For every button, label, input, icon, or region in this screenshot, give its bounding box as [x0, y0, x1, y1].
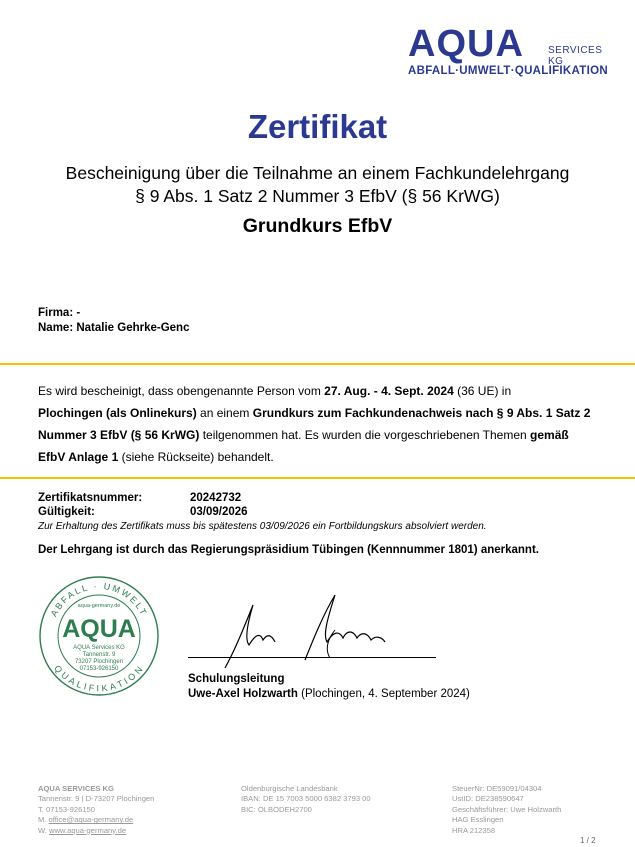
- footer-mail-row: [38, 815, 154, 825]
- cert-number-label: Zertifikatsnummer:: [38, 492, 143, 504]
- page-title: Zertifikat: [247, 108, 388, 145]
- footer-address: Tannenstr. 9 | D-73207 Plochingen: [38, 794, 155, 804]
- stamp-ring-top: ABFALL · UMWELT: [48, 580, 150, 619]
- logo-tagline: ABFALL·UMWELT·QUALIFIKATION: [408, 65, 608, 77]
- stamp-ring-bottom: QUALIFIKATION: [52, 663, 146, 694]
- course-title: Grundkurs EfbV: [242, 215, 393, 237]
- signature-name-line: [188, 688, 470, 700]
- validity-label: Gültigkeit:: [38, 506, 95, 518]
- para-course: Grundkurs zum Fachkundenachweis nach § 9 Abs. 1 Satz 2 Nummer 3 EfbV (§ 56 KrWG): [38, 406, 591, 442]
- footer-legal-column: [452, 784, 561, 836]
- stamp-brand: AQUA: [62, 615, 136, 643]
- signature-line: [188, 657, 436, 658]
- footer-email-link[interactable]: office@aqua-germany.de: [48, 815, 134, 825]
- cert-number-value: 20242732: [190, 492, 242, 504]
- footer-company-name: AQUA SERVICES KG: [38, 784, 114, 793]
- footer-court: HAG Esslingen: [452, 815, 504, 825]
- footer-tax-number: SteuerNr: DE59091/04304: [452, 784, 542, 793]
- para-text-3: an einem: [196, 406, 253, 420]
- footer-hra: HRA 212358: [452, 825, 496, 835]
- footer-web-row: [38, 826, 154, 836]
- certification-paragraph: [38, 380, 598, 468]
- para-text-2: (36 UE) in: [453, 384, 512, 398]
- recognition-statement: Der Lehrgang ist durch das Regierungspräsidium Tübingen (Kennnummer 1801) anerkannt.: [38, 544, 539, 556]
- para-text-1: Es wird bescheinigt, dass obengenannte Person vom: [38, 384, 325, 398]
- footer-website-link[interactable]: www.aqua-germany.de: [48, 825, 127, 835]
- renewal-note: Zur Erhaltung des Zertifikats muss bis spätestens 03/09/2026 ein Fortbildungskurs absolviert werden.: [38, 521, 487, 532]
- signature-title: Schulungsleitung: [188, 673, 285, 685]
- stamp-url: aqua-germany.de: [77, 603, 121, 609]
- footer-ceo: Geschäftsführer: Uwe Holzwarth: [452, 804, 562, 814]
- stamp-line-2: Tannenstr. 9: [82, 652, 116, 658]
- handwritten-signature: [205, 590, 435, 670]
- validity-value: 03/09/2026: [190, 506, 248, 518]
- logo-brand: AQUA: [408, 23, 524, 65]
- footer-bank-name: Oldenburgische Landesbank: [241, 784, 338, 793]
- footer-company-column: [38, 784, 154, 836]
- subtitle-line-1: Bescheinigung über die Teilnahme an einem Fachkundelehrgang: [65, 163, 570, 183]
- stamp-line-4: 07153-926150: [79, 666, 119, 672]
- signatory-name: Uwe-Axel Holzwarth: [188, 688, 298, 700]
- name-field: Name: Natalie Gehrke-Genc: [38, 322, 190, 334]
- page-number: 1 / 2: [580, 836, 596, 845]
- footer-vat-id: UstID: DE238590647: [452, 794, 524, 804]
- para-location: Plochingen (als Onlinekurs): [38, 406, 197, 420]
- para-text-5: (siehe Rückseite) behandelt.: [118, 450, 274, 464]
- footer-iban: IBAN: DE 15 7003 5000 6382 3793 00: [241, 794, 371, 804]
- para-annex: gemäß EfbV Anlage 1: [38, 428, 569, 464]
- stamp-line-3: 73207 Plochingen: [74, 659, 124, 665]
- company-stamp: [38, 575, 160, 697]
- stamp-line-1: AQUA Services KG: [73, 645, 125, 651]
- company-logo: [408, 24, 613, 82]
- divider-yellow-bottom: [0, 477, 635, 479]
- divider-yellow-top: [0, 363, 635, 365]
- footer-phone: T. 07153-926150: [38, 804, 96, 814]
- logo-services: SERVICES KG: [548, 45, 603, 67]
- footer-web-prefix: W.: [38, 825, 49, 835]
- signature-place-date: (Plochingen, 4. September 2024): [297, 688, 470, 700]
- para-text-4: teilgenommen hat. Es wurden die vorgeschriebenen Themen: [199, 428, 531, 442]
- footer-mail-prefix: M.: [38, 815, 49, 825]
- firma-field: Firma: -: [38, 307, 81, 319]
- footer-bank-column: [241, 784, 371, 815]
- subtitle-line-2: § 9 Abs. 1 Satz 2 Nummer 3 EfbV (§ 56 KrWG): [135, 186, 500, 206]
- footer-bic: BIC: OLBODEH2700: [241, 804, 312, 814]
- para-dates: 27. Aug. - 4. Sept. 2024: [324, 384, 454, 398]
